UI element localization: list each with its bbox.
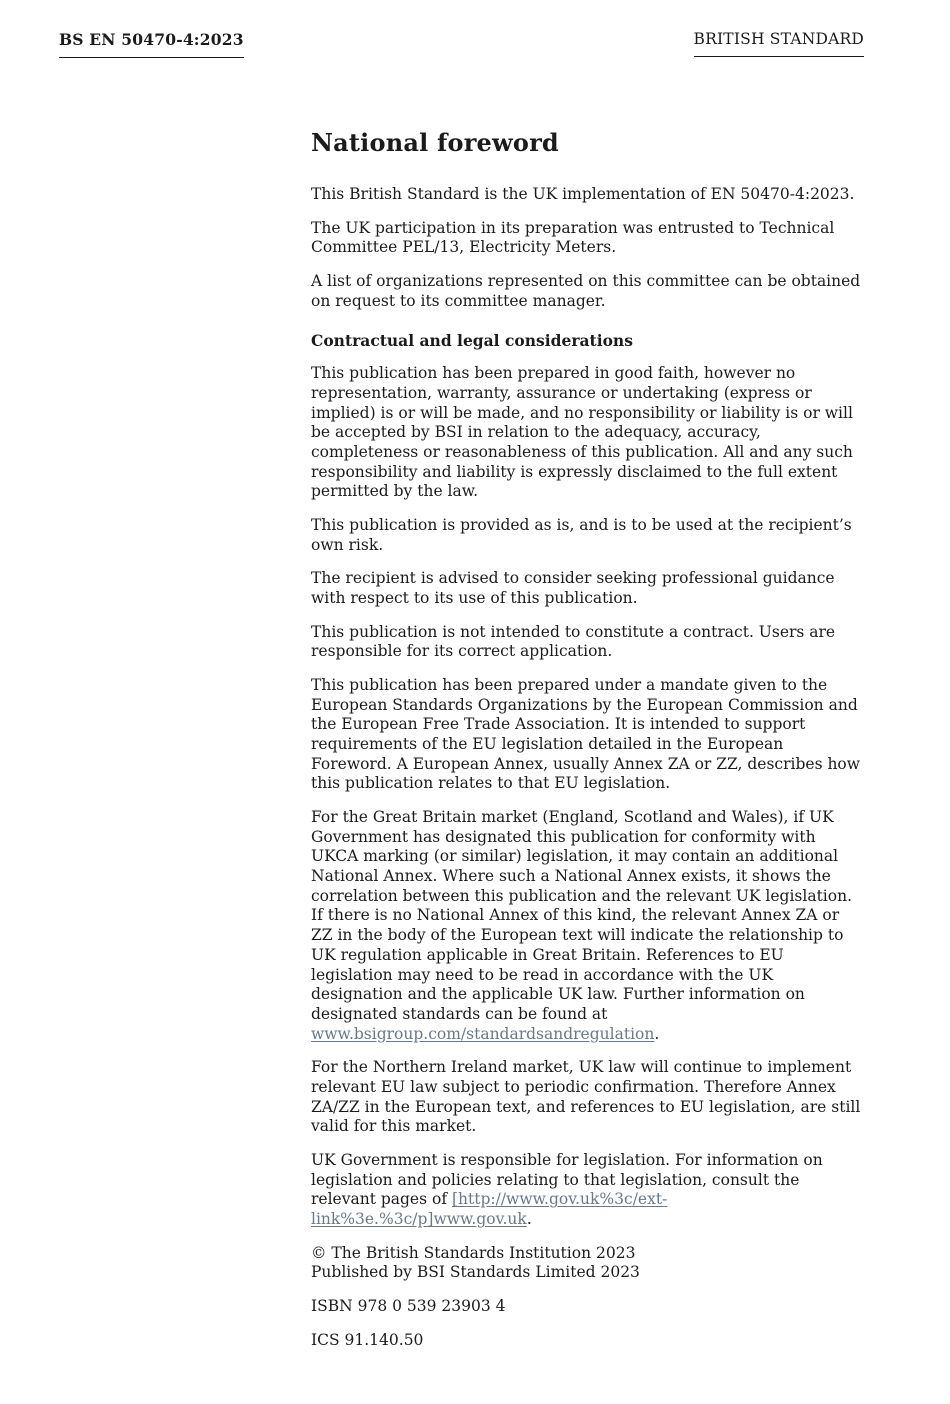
doc-number: BS EN 50470-4:2023: [59, 30, 244, 58]
paragraph-good-faith: This publication has been prepared in good faith, however no representation, warranty, assurance or undertaking (express or implied) is or will be made, and no responsibility or liability is or will be accepted by BSI in relation to the adequacy, accuracy, completeness or reasonableness of this publication. All and any such responsibility and liability is expressly disclaimed to the full extent permitted by the law.: [311, 364, 853, 501]
isbn-line: ISBN 978 0 539 23903 4: [311, 1296, 506, 1315]
paragraph-implementation: This British Standard is the UK implementation of EN 50470-4:2023.: [311, 185, 855, 203]
page-title: National foreword: [311, 128, 559, 157]
paragraph-participation: The UK participation in its preparation was entrusted to Technical Committee PEL/13, Electricity Meters.: [311, 218, 835, 257]
copyright-block: [311, 1244, 864, 1283]
page-header: [0, 30, 950, 58]
paragraph-text: UK Government is responsible for legislation. For information on legislation and policies relating to that legislation, consult the relevant pages of: [311, 1150, 823, 1209]
standard-label: BRITISH STANDARD: [694, 30, 865, 57]
ics-line: ICS 91.140.50: [311, 1330, 424, 1349]
paragraph-uk-government: [311, 1151, 864, 1230]
paragraph-contract: This publication is not intended to constitute a contract. Users are responsible for its correct application.: [311, 622, 836, 661]
paragraph-great-britain: [311, 808, 864, 1044]
bsigroup-link[interactable]: www.bsigroup.com/standardsandregulation: [311, 1024, 655, 1043]
paragraph-as-is: This publication is provided as is, and is to be used at the recipient’s own risk.: [311, 516, 852, 554]
paragraph-text: .: [654, 1024, 660, 1043]
paragraph-mandate: This publication has been prepared under a mandate given to the European Standards Organizations by the European Commission and the European Free Trade Association. It is intended to support requirements of the EU legislation detailed in the European Foreword. A European Annex, usually Annex ZA or ZZ, describes how this publication relates to that EU legislation.: [311, 676, 861, 793]
paragraph-northern-ireland: For the Northern Ireland market, UK law will continue to implement relevant EU law subject to periodic confirmation. Therefore Annex ZA/ZZ in the European text, and references to EU legislation, are still valid for this market.: [311, 1058, 861, 1136]
paragraph-guidance: The recipient is advised to consider seeking professional guidance with respect to its use of this publication.: [311, 569, 835, 608]
govuk-link[interactable]: [http://www.gov.uk%3c/ext-link%3e.%3c/p]www.gov.uk: [311, 1190, 668, 1228]
publisher-line: Published by BSI Standards Limited 2023: [311, 1263, 640, 1282]
subheading-contractual: Contractual and legal considerations: [311, 331, 633, 351]
paragraph-text: For the Great Britain market (England, Scotland and Wales), if UK Government has designated this publication for conformity with UKCA marking (or similar) legislation, it may contain an additional National Annex. Where such a National Annex exists, it shows the correlation between this publication and the relevant UK legislation. If there is no National Annex of this kind, the relevant Annex ZA or ZZ in the body of the European text will indicate the relationship to UK regulation applicable in Great Britain. References to EU legislation may need to be read in accordance with the UK designation and the applicable UK law. Further information on designated standards can be found at: [311, 808, 853, 1023]
paragraph-list-orgs: A list of organizations represented on this committee can be obtained on request to its committee manager.: [311, 272, 861, 310]
foreword-content: [311, 128, 864, 1350]
copyright-line: © The British Standards Institution 2023: [311, 1243, 636, 1262]
paragraph-text: .: [526, 1209, 532, 1228]
